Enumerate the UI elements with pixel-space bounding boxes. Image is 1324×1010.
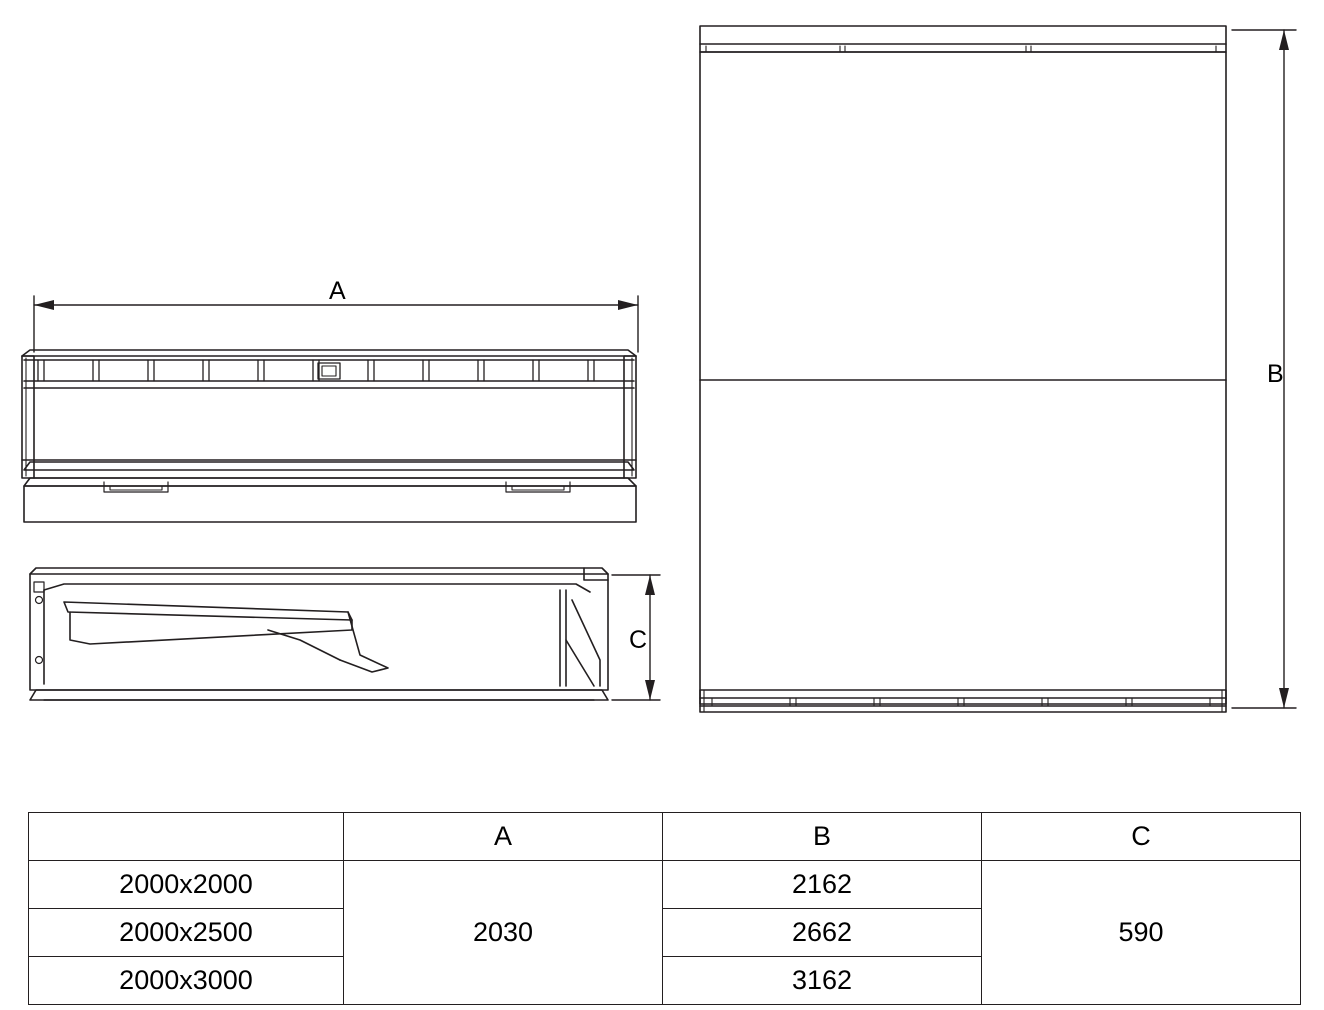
table-row xyxy=(29,861,1301,909)
table-header-a: A xyxy=(344,813,663,861)
table-header-size xyxy=(29,813,344,861)
table-header-b: B xyxy=(663,813,982,861)
table-cell-b: 2162 xyxy=(663,861,982,909)
table-cell-size: 2000x2500 xyxy=(29,909,344,957)
dimension-b-line xyxy=(1232,30,1296,708)
table-cell-size: 2000x2000 xyxy=(29,861,344,909)
side-section-view xyxy=(30,568,608,700)
table-cell-b: 2662 xyxy=(663,909,982,957)
table-cell-b: 3162 xyxy=(663,957,982,1005)
table-header-row xyxy=(29,813,1301,861)
plan-view xyxy=(700,26,1226,712)
front-elevation-view xyxy=(22,350,636,522)
dimension-label-b: B xyxy=(1267,360,1284,388)
table-cell-c-merged: 590 xyxy=(982,861,1301,1005)
table-cell-size: 2000x3000 xyxy=(29,957,344,1005)
dimension-label-a: A xyxy=(329,277,346,305)
table-header-c: C xyxy=(982,813,1301,861)
dimension-label-c: C xyxy=(629,626,648,654)
table-cell-a-merged: 2030 xyxy=(344,861,663,1005)
specification-table xyxy=(28,812,1301,1005)
